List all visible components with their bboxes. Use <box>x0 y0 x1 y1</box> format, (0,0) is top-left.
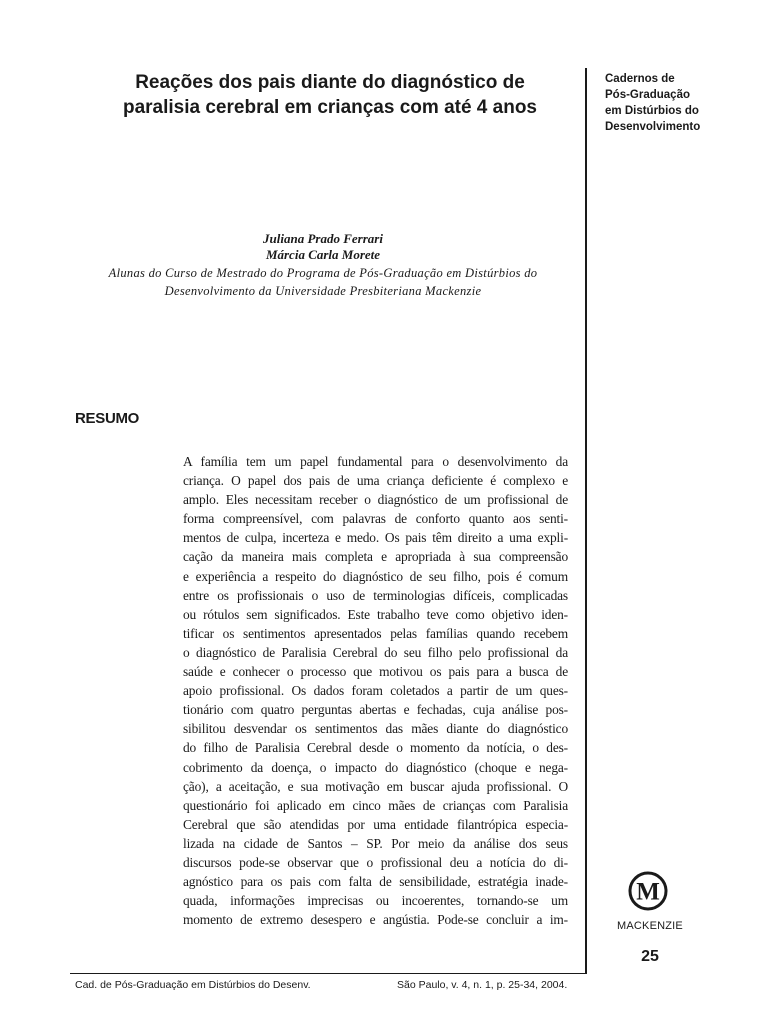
abstract-line: cobrimento da doença, o impacto do diagnóstico (choque e nega- <box>183 759 568 775</box>
journal-name-line: em Distúrbios do <box>605 105 699 117</box>
abstract-line: apoio profissional. Os dados foram coletados a partir de um ques- <box>183 683 568 699</box>
abstract-body <box>183 452 568 929</box>
footer-rule <box>70 973 587 974</box>
abstract-line: agnóstico para os pais com falta de sensibilidade, estratégia inade- <box>183 874 568 890</box>
footer-issue: São Paulo, v. 4, n. 1, p. 25-34, 2004. <box>397 979 568 991</box>
journal-name-line: Desenvolvimento <box>605 121 701 133</box>
abstract-line: Cerebral que são atendidas por uma entidade filantrópica especia- <box>183 816 568 832</box>
author-name: Juliana Prado Ferrari <box>263 231 383 246</box>
abstract-line: discursos pode-se observar que o profissional deu a notícia do di- <box>183 854 568 870</box>
abstract-line: tificar os sentimentos apresentados pelas famílias quando recebem <box>183 625 568 641</box>
abstract-line: entre os profissionais o uso de terminologias difíceis, complicadas <box>183 587 568 603</box>
abstract-line: questionário foi aplicado em cinco mães de crianças com Paralisia <box>183 797 568 813</box>
author-affiliation <box>70 264 576 300</box>
mackenzie-logo-icon <box>628 871 668 911</box>
abstract-line: quada, informações imprecisas ou incoerentes, tornando-se um <box>183 893 568 909</box>
abstract-line: amplo. Eles necessitam receber o diagnóstico de um profissional de <box>183 492 568 508</box>
vertical-rule <box>585 68 587 974</box>
abstract-line: o diagnóstico de Paralisia Cerebral do seu filho pelo profissional da <box>183 644 568 660</box>
page-number: 25 <box>641 948 659 965</box>
footer-citation: Cad. de Pós-Graduação em Distúrbios do Desenv. <box>75 979 311 991</box>
logo-label: MACKENZIE <box>617 920 683 932</box>
logo-letter: M <box>636 878 660 906</box>
affiliation-line: Alunas do Curso de Mestrado do Programa de Pós-Graduação em Distúrbios do <box>108 266 538 280</box>
abstract-line: momento de extremo desespero e angústia. Pode-se concluir a im- <box>183 912 568 928</box>
abstract-line: ou rótulos sem significados. Este trabalho teve como objetivo iden- <box>183 606 568 622</box>
abstract-line: criança. O papel dos pais de uma criança deficiente é complexo e <box>183 473 568 489</box>
article-title <box>70 70 590 120</box>
abstract-line: e experiência a respeito do diagnóstico de seu filho, pois é comum <box>183 568 568 584</box>
abstract-line: tionário com quatro perguntas abertas e fechadas, cuja análise pos- <box>183 702 568 718</box>
journal-name-line: Cadernos de <box>605 73 675 85</box>
author-name: Márcia Carla Morete <box>265 247 381 262</box>
article-title-line: Reações dos pais diante do diagnóstico de <box>135 72 525 93</box>
abstract-line: ção), a aceitação, e sua motivação em buscar ajuda profissional. O <box>183 778 568 794</box>
abstract-line: lizada na cidade de Santos – SP. Por meio da análise dos seus <box>183 835 568 851</box>
author-list <box>70 231 576 263</box>
abstract-line: A família tem um papel fundamental para o desenvolvimento da <box>183 454 568 469</box>
abstract-heading: RESUMO <box>75 410 140 427</box>
abstract-line: sibilitou desvendar os sentimentos das mães diante do diagnóstico <box>183 721 568 737</box>
abstract-line: forma compreensível, com palavras de conforto quanto aos senti- <box>183 511 568 527</box>
abstract-line: cação da maneira mais completa e apropriada à sua compreensão <box>183 549 568 565</box>
abstract-line: do filho de Paralisia Cerebral desde o momento da notícia, o des- <box>183 740 568 756</box>
abstract-line: saúde e conhecer o processo que motivou os pais para a busca de <box>183 664 568 680</box>
journal-name <box>605 71 755 135</box>
article-title-line: paralisia cerebral em crianças com até 4 anos <box>122 97 537 118</box>
affiliation-line: Desenvolvimento da Universidade Presbiteriana Mackenzie <box>164 284 482 298</box>
journal-name-line: Pós-Graduação <box>605 89 690 101</box>
abstract-line: mentos de culpa, incerteza e medo. Os pais têm direito a uma expli- <box>183 530 568 546</box>
